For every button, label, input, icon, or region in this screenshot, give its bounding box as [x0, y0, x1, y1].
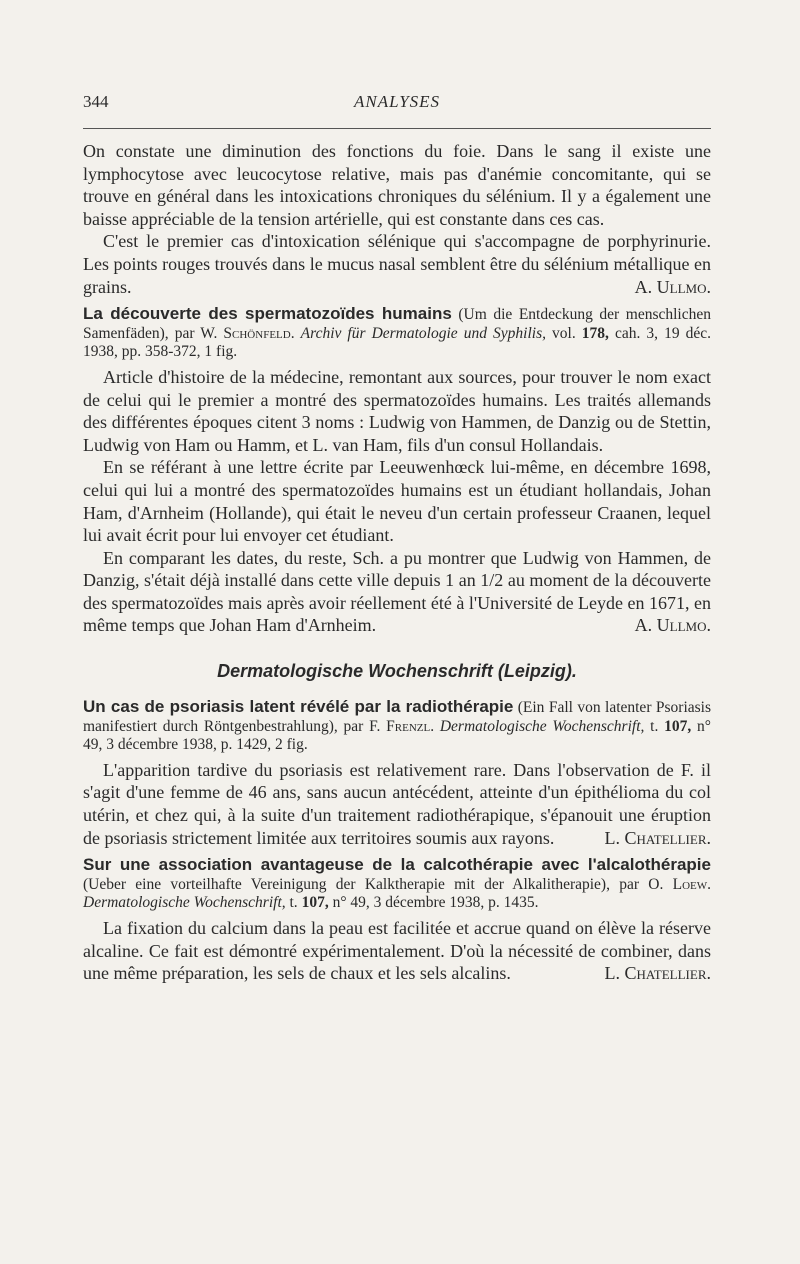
page-header	[83, 92, 711, 118]
citation-volume: 107,	[301, 894, 329, 912]
article-calcotherapie	[83, 856, 711, 985]
article-title: La découverte des spermatozoïdes humains	[83, 304, 452, 324]
citation-volume-prefix: vol.	[552, 324, 576, 342]
article-citation	[83, 698, 711, 755]
page-number: 344	[83, 92, 109, 111]
running-title: ANALYSES	[353, 92, 441, 111]
signature: L. Chatellier.	[604, 827, 711, 848]
citation-details: n° 49, 3 décembre 1938, p. 1429, 2 fig.	[83, 717, 711, 754]
citation-volume-prefix: t.	[289, 894, 298, 912]
article-paragraph	[83, 759, 711, 849]
citation-journal: Dermatologische Wochenschrift,	[83, 894, 286, 912]
header-rule	[83, 128, 711, 129]
article-title: Sur une association avantageuse de la calcothérapie avec l'alcalothérapie	[83, 855, 711, 875]
signature: L. Chatellier.	[604, 963, 711, 984]
article-paragraph: En se référant à une lettre écrite par Leeuwenhœck lui-même, en décembre 1698, celui qui lui a montré des spermatozoïdes humains est un étudiant hollandais, Johan Ham, d'Arnheim (Hollande), qui était le neveu d'un certain professeur Craanen, lequel lui avait écrit pour lui envoyer cet étudiant.	[83, 457, 711, 546]
section-heading: Dermatologische Wochenschrift (Leipzig).	[217, 661, 577, 682]
article-paragraph-text: La fixation du calcium dans la peau est facilitée et accrue quand on élève la réserve alcaline. Ce fait est démontré expérimentalement. D'où la nécessité de combiner, dans une même préparation, les sels de chaux et les sels alcalins.	[83, 918, 711, 984]
article-paragraph	[83, 547, 711, 637]
article-title: Un cas de psoriasis latent révélé par la radiothérapie	[83, 697, 514, 717]
citation-author: Schönfeld.	[223, 324, 295, 342]
article-citation	[83, 305, 711, 362]
article-citation	[83, 856, 711, 913]
citation-author: Frenzl.	[386, 717, 435, 735]
intro-paragraph-1: On constate une diminution des fonctions du foie. Dans le sang il existe une lymphocytose avec leucocytose relative, mais pas d'anémie concomitante, qui se trouve en général dans les intoxications chroniques du sélénium. Il y a également une baisse appréciable de la tension artérielle, qui est constante dans ces cas.	[83, 141, 711, 229]
article-paragraph: Article d'histoire de la médecine, remontant aux sources, pour trouver le nom exact de celui qui le premier a montré des spermatozoïdes humains. Les traités allemands des différentes époques citent 3 noms : Ludwig von Hammen, de Danzig ou de Stettin, Ludwig von Ham ou Hamm, et L. van Ham, fils d'un consul Hollandais.	[83, 366, 711, 455]
citation-text: (Ueber eine vorteilhafte Vereinigung der Kalktherapie mit der Alkalitherapie), par O.	[83, 875, 664, 893]
citation-text: (Ein Fall von latenter Psoriasis manifestiert durch Röntgenbestrahlung), par F.	[83, 699, 711, 735]
citation-journal: Dermatologische Wochenschrift,	[439, 717, 645, 735]
signature: A. Ullmo.	[634, 276, 711, 297]
article-paragraph-text: En comparant les dates, du reste, Sch. a pu montrer que Ludwig von Hammen, de Danzig, s'était déjà installé dans cette ville depuis 1 an 1/2 au moment de la découverte des spermatozoïdes mais après avoir réellement été à l'Université de Leyde en 1671, en même temps que Johan Ham d'Arnheim.	[83, 547, 712, 636]
page-body	[83, 140, 711, 985]
intro-paragraph-2	[83, 230, 711, 298]
intro-paragraph-2-text: C'est le premier cas d'intoxication sélénique qui s'accompagne de porphyrinurie. Les points rouges trouvés dans le mucus nasal semblent être du sélénium métallique en grains.	[83, 231, 711, 297]
citation-volume-prefix: t.	[650, 717, 659, 735]
citation-details: cah. 3, 19 déc. 1938, pp. 358-372, 1 fig.	[83, 324, 712, 361]
citation-volume: 178,	[581, 324, 609, 342]
signature: A. Ullmo.	[634, 615, 711, 636]
article-paragraph-text: L'apparition tardive du psoriasis est relativement rare. Dans l'observation de F. il s'agit d'une femme de 46 ans, sans aucun antécédent, atteinte d'un épithélioma du col utérin, et chez qui, à la suite d'un traitement radiothérapique, s'épanouit une éruption de psoriasis strictement limitée aux territoires soumis aux rayons.	[83, 759, 711, 848]
citation-text: (Um die Entdeckung der menschlichen Samenfäden), par W.	[83, 306, 711, 342]
citation-volume: 107,	[664, 717, 692, 735]
citation-author: Loew.	[672, 875, 711, 893]
article-psoriasis	[83, 698, 711, 849]
article-paragraph	[83, 917, 711, 985]
article-spermatozoides	[83, 305, 711, 637]
citation-details: n° 49, 3 décembre 1938, p. 1435.	[332, 894, 539, 912]
citation-journal: Archiv für Dermatologie und Syphilis,	[300, 324, 546, 342]
